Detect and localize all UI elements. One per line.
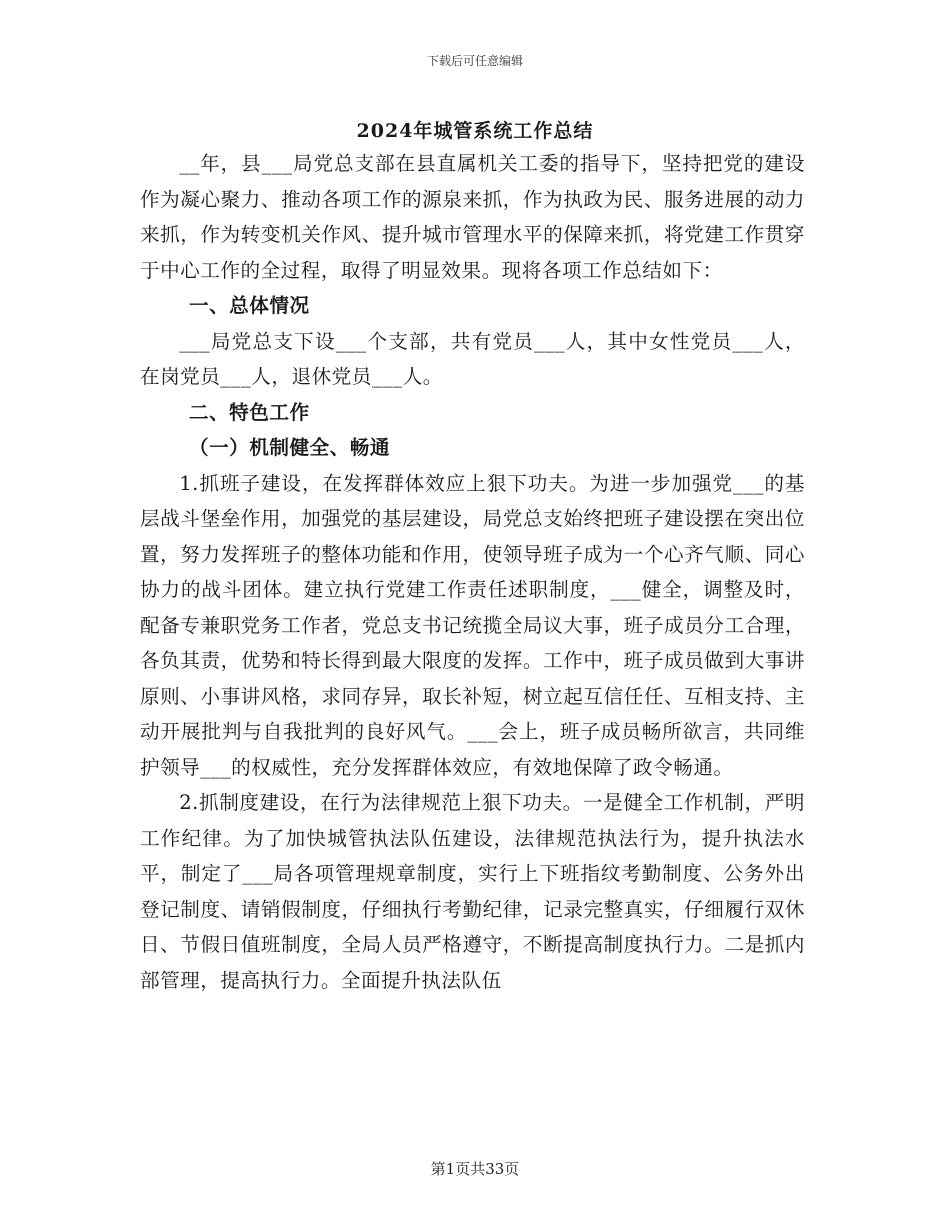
overview-paragraph: ___局党总支下设___个支部，共有党员___人，其中女性党员___人，在岗党员___人，退休党员___人。 <box>140 329 805 388</box>
section-heading-features: 二、特色工作 <box>189 400 310 424</box>
team-building-paragraph: 1.抓班子建设，在发挥群体效应上狠下功夫。为进一步加强党___的基层战斗堡垒作用，加强党的基层建设，局党总支始终把班子建设摆在突出位置，努力发挥班子的整体功能和作用，使领导班子成为一个心齐气顺、同心协力的战斗团体。建立执行党建工作责任述职制度，___健全，调整及时，配备专兼职党务工作者，党总支书记统揽全局议大事，班子成员分工合理，各负其责，优势和特长得到最大限度的发挥。工作中，班子成员做到大事讲原则、小事讲风格，求同存异，取长补短，树立起互信任任、互相支持、主动开展批判与自我批判的良好风气。___会上，班子成员畅所欲言，共同维护领导___的权威性，充分发挥群体效应，有效地保障了政令畅通。 <box>140 471 805 779</box>
document-title: 2024年城管系统工作总结 <box>356 120 594 142</box>
page-footer: 第1页共33页 <box>430 1160 520 1178</box>
document-body <box>140 146 805 998</box>
system-building-paragraph: 2.抓制度建设，在行为法律规范上狠下功夫。一是健全工作机制，严明工作纪律。为了加快城管执法队伍建设，法律规范执法行为，提升执法水平，制定了___局各项管理规章制度，实行上下班指纹考勤制度、公务外出登记制度、请销假制度，仔细执行考勤纪律，记录完整真实，仔细履行双休日、节假日值班制度，全局人员严格遵守，不断提高制度执行力。二是抓内部管理，提高执行力。全面提升执法队伍 <box>140 791 805 992</box>
intro-paragraph: __年，县___局党总支部在县直属机关工委的指导下，坚持把党的建设作为凝心聚力、推动各项工作的源泉来抓，作为执政为民、服务进展的动力来抓，作为转变机关作风、提升城市管理水平的保障来抓，将党建工作贯穿于中心工作的全过程，取得了明显效果。现将各项工作总结如下： <box>140 152 805 282</box>
page-header: 下载后可任意编辑 <box>426 54 523 68</box>
subsection-heading-mechanism: （一）机制健全、畅通 <box>189 436 390 459</box>
section-heading-overview: 一、总体情况 <box>189 294 310 317</box>
